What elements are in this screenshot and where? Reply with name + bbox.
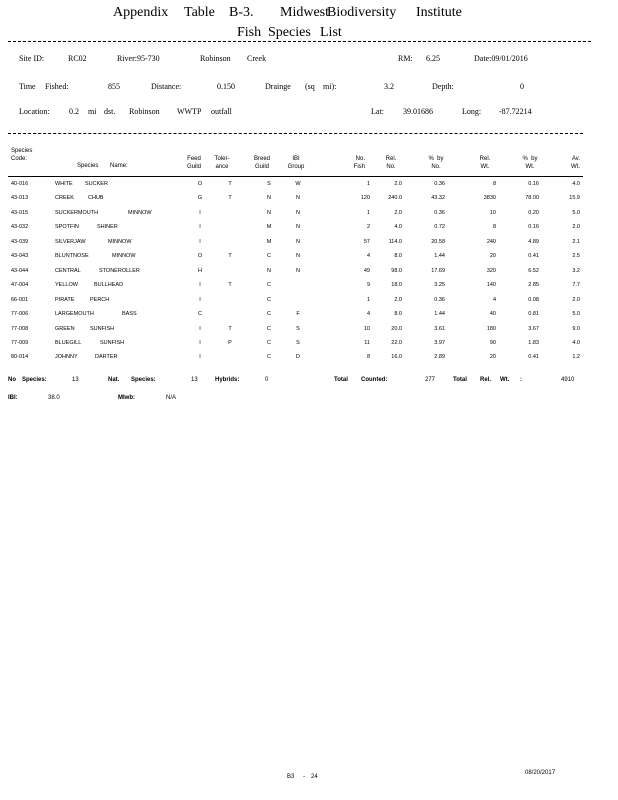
pct-wt-cell: 6.52	[528, 267, 539, 274]
col-header-line: Fish	[353, 164, 365, 170]
breed-guild-cell: C	[267, 311, 271, 318]
tolerance-cell: T	[228, 195, 232, 202]
subtitle-word: Fish	[237, 25, 262, 40]
rel-no-cell: 2.0	[394, 296, 402, 303]
species-name-part-cell: BASS	[122, 311, 137, 318]
pct-wt-cell: 0.16	[528, 224, 539, 231]
col-header-line	[423, 155, 449, 163]
pct-wt-cell: 1.83	[528, 339, 539, 346]
feed-guild-cell: I	[199, 296, 201, 303]
title-word: Table	[184, 5, 215, 20]
lat-label: Lat:	[371, 107, 384, 116]
av-wt-cell: 7.7	[572, 282, 580, 289]
species-name-part-cell: SUNFISH	[100, 339, 125, 346]
location-word: outfall	[211, 107, 232, 116]
col-header-pct-wt	[517, 155, 543, 171]
col-header-line: Rel.	[385, 156, 397, 162]
title-word: Midwest	[280, 5, 329, 20]
no-fish-cell: 1	[366, 296, 370, 303]
species-code-cell: 43-013	[11, 195, 29, 202]
species-name-part-cell: CHUB	[88, 195, 104, 202]
rel-wt-cell: 20	[489, 354, 496, 361]
species-name-part-cell: BLUEGILL	[55, 339, 82, 346]
species-name-part-cell: MINNOW	[108, 238, 132, 245]
pct-no-cell: 17.69	[431, 267, 445, 274]
col-header-species-name	[77, 163, 128, 169]
feed-guild-cell: I	[199, 209, 201, 216]
av-wt-cell: 5.0	[572, 209, 580, 216]
pct-no-cell: 2.89	[434, 354, 445, 361]
no-fish-cell: 4	[366, 253, 370, 260]
time-label-word: Time	[19, 82, 36, 91]
pct-wt-cell: 3.67	[528, 325, 539, 332]
rel-wt-cell: 4	[492, 296, 496, 303]
drainage-label-word: mi):	[323, 82, 337, 91]
feed-guild-cell: I	[199, 354, 201, 361]
col-header-line: Toler-	[214, 156, 230, 162]
col-header-breed-guild	[251, 155, 273, 171]
rel-wt-cell: 240	[486, 238, 496, 245]
col-header-word: Species	[77, 163, 99, 169]
col-header-line: Wt.	[480, 164, 490, 170]
tolerance-cell: T	[228, 325, 232, 332]
ibi-group-cell: S	[296, 339, 300, 346]
col-header-word: Name:	[110, 163, 128, 169]
no-fish-cell: 1	[366, 209, 370, 216]
feed-guild-cell: I	[199, 339, 201, 346]
river-value: River:95-730	[117, 54, 160, 63]
site-id-label: Site ID:	[19, 54, 45, 63]
breed-guild-cell: C	[267, 296, 271, 303]
feed-guild-cell: O	[197, 181, 203, 187]
title-word: B-3.	[229, 5, 254, 20]
species-code-cell: 66-001	[11, 296, 29, 303]
species-name-part-cell: PERCH	[90, 296, 110, 303]
species-name-part-cell: LARGEMOUTH	[55, 311, 94, 318]
feed-guild-cell: G	[197, 195, 203, 202]
col-header-word: %	[428, 156, 434, 162]
rel-wt-cell: 180	[486, 325, 496, 332]
ibi-group-cell: N	[296, 253, 300, 260]
rel-no-cell: 8.0	[394, 311, 402, 318]
col-header-word: by	[437, 156, 444, 162]
species-name-part-cell: PIRATE	[55, 296, 75, 303]
miwb-label: MIwb:	[118, 395, 135, 401]
pct-no-cell: 0.36	[434, 181, 445, 187]
col-header-word: %	[522, 156, 528, 162]
pct-no-cell: 3.97	[434, 339, 445, 346]
depth-value: 0	[520, 82, 524, 91]
pct-no-cell: 0.72	[434, 224, 445, 231]
pct-wt-cell: 0.16	[528, 181, 539, 187]
col-header-word: by	[531, 156, 538, 162]
lat-value: 39.01686	[403, 107, 433, 116]
species-name-part-cell: YELLOW	[55, 282, 78, 289]
feed-guild-cell: H	[198, 267, 202, 274]
species-code-cell: 43-044	[11, 267, 29, 274]
rel-no-cell: 18.0	[391, 282, 402, 289]
rel-wt-cell: 90	[489, 339, 496, 346]
species-name-part-cell: CENTRAL	[55, 267, 81, 274]
page-number-word: B3	[287, 774, 295, 780]
col-header-line	[517, 155, 543, 163]
col-header-av-wt	[560, 155, 580, 171]
long-value: -87.72214	[499, 107, 532, 116]
tolerance-cell: T	[228, 253, 232, 260]
av-wt-cell: 5.0	[572, 311, 580, 318]
pct-wt-cell: 0.20	[528, 209, 539, 216]
location-word: WWTP	[177, 107, 202, 116]
stream-word: Creek	[247, 54, 267, 63]
species-name-part-cell: GREEN	[55, 325, 75, 332]
no-fish-cell: 2	[366, 224, 370, 231]
av-wt-cell: 2.0	[572, 224, 580, 231]
rm-value: 6.25	[426, 54, 440, 63]
total-rel-wt-value: 4910	[561, 377, 575, 383]
no-fish-cell: 1	[366, 181, 370, 187]
ibi-group-cell: S	[296, 325, 300, 332]
total-rel-wt-label-word: Wt.	[500, 377, 510, 383]
feed-guild-cell: I	[199, 325, 201, 332]
subtitle-word: List	[320, 25, 342, 40]
breed-guild-cell: C	[267, 354, 271, 361]
pct-no-cell: 3.25	[434, 282, 445, 289]
av-wt-cell: 4.0	[572, 339, 580, 346]
ibi-group-cell: N	[296, 224, 300, 231]
title-word: Institute	[416, 5, 462, 20]
col-header-line: IBI	[292, 156, 300, 162]
breed-guild-cell: N	[267, 195, 271, 202]
ibi-group-cell: N	[296, 267, 300, 274]
col-header-rel-no	[379, 155, 403, 171]
print-date: 08/20/2017	[525, 770, 556, 776]
breed-guild-cell: N	[267, 267, 271, 274]
species-name-part-cell: STONEROLLER	[99, 267, 140, 274]
rel-wt-cell: 3830	[483, 195, 496, 202]
col-header-line: No.	[386, 164, 396, 170]
species-name-part-cell: SUCKER	[85, 181, 108, 187]
breed-guild-cell: C	[267, 253, 271, 260]
no-species-label-word: No	[8, 377, 16, 383]
location-word: dst.	[104, 107, 116, 116]
breed-guild-cell: C	[267, 282, 271, 289]
total-counted-label-word: Counted:	[361, 377, 388, 383]
drainage-label-word: Drainge	[265, 82, 291, 91]
total-counted-value: 277	[425, 377, 436, 383]
species-name-part-cell: BLUNTNOSE	[55, 253, 89, 260]
col-header-line: Av.	[571, 156, 580, 162]
no-fish-cell: 57	[363, 238, 370, 245]
species-code-cell: 47-004	[11, 282, 29, 289]
ibi-value: 38.0	[48, 395, 60, 401]
species-code-cell: 43-039	[11, 238, 29, 245]
pct-wt-cell: 0.41	[528, 354, 539, 361]
divider	[8, 41, 591, 42]
species-code-cell: 77-008	[11, 325, 29, 332]
breed-guild-cell: C	[267, 339, 271, 346]
col-header-line: Wt.	[525, 164, 535, 170]
col-header-tolerance	[211, 155, 233, 171]
col-header-line: Wt.	[571, 164, 580, 170]
species-name-part-cell: WHITE	[55, 181, 73, 187]
total-counted-label-word: Total	[334, 377, 348, 383]
pct-no-cell: 1.44	[434, 311, 445, 318]
rel-no-cell: 8.0	[394, 253, 402, 260]
col-header-line: ance	[215, 164, 229, 170]
divider	[8, 133, 583, 134]
col-header-line: Code:	[11, 156, 28, 162]
no-fish-cell: 120	[360, 195, 370, 202]
no-species-label-word: Species:	[22, 377, 47, 383]
species-code-cell: 43-043	[11, 253, 29, 260]
ibi-group-cell: F	[296, 311, 300, 318]
site-id-value: RC02	[68, 54, 87, 63]
species-name-part-cell: MINNOW	[112, 253, 136, 260]
col-header-species-code	[11, 147, 32, 163]
breed-guild-cell: N	[267, 209, 271, 216]
species-name-part-cell: CREEK	[55, 195, 74, 202]
ibi-group-cell: N	[296, 238, 300, 245]
location-word: 0.2	[69, 107, 79, 116]
col-header-line: Species	[11, 148, 33, 154]
species-name-part-cell: MINNOW	[128, 209, 152, 216]
time-label-word: Fished:	[45, 82, 69, 91]
rel-wt-cell: 8	[492, 224, 496, 231]
hybrids-label: Hybrids:	[215, 377, 240, 383]
species-code-cell: 77-006	[11, 311, 29, 318]
col-header-line: Group	[287, 164, 305, 170]
col-header-feed-guild	[183, 155, 205, 171]
feed-guild-cell: O	[197, 253, 203, 260]
rel-no-cell: 98.0	[391, 267, 402, 274]
col-header-line: Breed	[253, 156, 270, 162]
rel-no-cell: 2.0	[394, 209, 402, 216]
depth-label: Depth:	[432, 82, 454, 91]
nat-species-label-word: Species:	[131, 377, 156, 383]
col-header-pct-no	[423, 155, 449, 171]
location-word: Robinson	[129, 107, 160, 116]
col-header-ibi-group	[285, 155, 307, 171]
col-header-no-fish	[345, 155, 365, 171]
rel-no-cell: 2.0	[394, 181, 402, 187]
species-name-part-cell: JOHNNY	[55, 354, 78, 361]
rel-wt-cell: 320	[486, 267, 496, 274]
tolerance-cell: T	[228, 282, 232, 289]
species-name-part-cell: BULLHEAD	[94, 282, 124, 289]
col-header-line: No.	[431, 164, 441, 170]
pct-no-cell: 3.61	[434, 325, 445, 332]
page-number-word: -	[303, 774, 305, 780]
total-rel-wt-label-word: Rel.	[480, 377, 492, 383]
no-fish-cell: 8	[366, 354, 370, 361]
species-code-cell: 77-009	[11, 339, 29, 346]
species-code-cell: 43-015	[11, 209, 29, 216]
pct-no-cell: 20.58	[431, 238, 445, 245]
col-header-line: Feed	[187, 156, 201, 162]
av-wt-cell: 9.0	[572, 325, 580, 332]
pct-no-cell: 43.32	[431, 195, 445, 202]
breed-guild-cell: M	[266, 224, 272, 231]
nat-species-label-word: Nat.	[108, 377, 120, 383]
col-header-rel-wt	[473, 155, 497, 171]
av-wt-cell: 2.5	[572, 253, 580, 260]
drainage-label-word: (sq	[305, 82, 315, 91]
feed-guild-cell: I	[199, 238, 201, 245]
feed-guild-cell: I	[199, 224, 201, 231]
ibi-group-cell: N	[296, 209, 300, 216]
pct-wt-cell: 78.00	[525, 195, 539, 202]
distance-label: Distance:	[151, 82, 182, 91]
av-wt-cell: 1.2	[572, 354, 580, 361]
rel-wt-cell: 20	[489, 253, 496, 260]
rm-label: RM:	[398, 54, 413, 63]
title-word: Biodiversity	[327, 5, 397, 20]
no-fish-cell: 9	[366, 282, 370, 289]
rel-no-cell: 20.0	[391, 325, 402, 332]
av-wt-cell: 3.2	[572, 267, 580, 274]
species-name-part-cell: SPOTFIN	[55, 224, 79, 231]
species-code-cell: 43-032	[11, 224, 29, 231]
miwb-value: N/A	[166, 395, 177, 401]
location-label: Location:	[19, 107, 50, 116]
col-header-line: Rel.	[479, 156, 491, 162]
species-name-part-cell: SUCKERMOUTH	[55, 209, 99, 216]
feed-guild-cell: C	[198, 311, 202, 318]
species-name-part-cell: SILVERJAW	[55, 238, 86, 245]
no-species-value: 13	[72, 377, 79, 383]
tolerance-cell: P	[228, 339, 232, 346]
title-word: Appendix	[113, 5, 169, 20]
no-fish-cell: 10	[363, 325, 370, 332]
pct-no-cell: 1.44	[434, 253, 445, 260]
rel-wt-cell: 40	[489, 311, 496, 318]
species-code-cell: 40-016	[11, 181, 29, 187]
feed-guild-cell: I	[199, 282, 201, 289]
no-fish-cell: 49	[363, 267, 370, 274]
subtitle-word: Species	[268, 25, 311, 40]
col-header-line: Guild	[186, 164, 201, 170]
pct-wt-cell: 0.81	[528, 311, 539, 318]
av-wt-cell: 15.9	[569, 195, 580, 202]
av-wt-cell: 4.0	[572, 181, 580, 187]
species-name-part-cell: SHINER	[97, 224, 118, 231]
pct-wt-cell: 2.85	[528, 282, 539, 289]
page-number-word: 24	[311, 774, 318, 780]
rel-no-cell: 16.0	[391, 354, 402, 361]
rel-no-cell: 4.0	[394, 224, 402, 231]
species-code-cell: 80-014	[11, 354, 29, 361]
ibi-group-cell: D	[296, 354, 300, 361]
nat-species-value: 13	[191, 377, 198, 383]
rel-wt-cell: 10	[489, 209, 496, 216]
header-underline	[8, 176, 583, 177]
pct-no-cell: 0.36	[434, 296, 445, 303]
rel-no-cell: 114.0	[388, 238, 402, 245]
rel-wt-cell: 8	[492, 181, 496, 187]
time-value: 855	[108, 82, 120, 91]
ibi-label: IBI:	[8, 395, 18, 401]
species-name-part-cell: DARTER	[95, 354, 118, 361]
total-rel-wt-label-word: :	[520, 377, 522, 383]
col-header-line: No.	[355, 156, 365, 162]
long-label: Long:	[462, 107, 482, 116]
col-header-line: Guild	[254, 164, 269, 170]
location-word: mi	[88, 107, 97, 116]
distance-value: 0.150	[217, 82, 235, 91]
rel-no-cell: 240.0	[388, 195, 402, 202]
no-fish-cell: 11	[364, 339, 370, 346]
av-wt-cell: 2.0	[572, 296, 580, 303]
ibi-group-cell: N	[296, 195, 300, 202]
pct-wt-cell: 0.08	[528, 296, 539, 303]
rel-no-cell: 22.0	[391, 339, 402, 346]
pct-no-cell: 0.36	[434, 209, 445, 216]
species-name-part-cell: SUNFISH	[90, 325, 115, 332]
stream-word: Robinson	[200, 54, 231, 63]
date-value: Date:09/01/2016	[474, 54, 528, 63]
tolerance-cell: T	[228, 181, 232, 187]
total-rel-wt-label-word: Total	[453, 377, 467, 383]
hybrids-value: 0	[265, 377, 269, 383]
breed-guild-cell: M	[266, 238, 272, 245]
ibi-group-cell: W	[295, 181, 301, 187]
no-fish-cell: 4	[366, 311, 370, 318]
pct-wt-cell: 0.41	[528, 253, 539, 260]
pct-wt-cell: 4.89	[528, 238, 539, 245]
rel-wt-cell: 140	[486, 282, 496, 289]
drainage-value: 3.2	[384, 82, 394, 91]
breed-guild-cell: C	[267, 325, 271, 332]
breed-guild-cell: S	[267, 181, 271, 187]
av-wt-cell: 2.1	[572, 238, 580, 245]
